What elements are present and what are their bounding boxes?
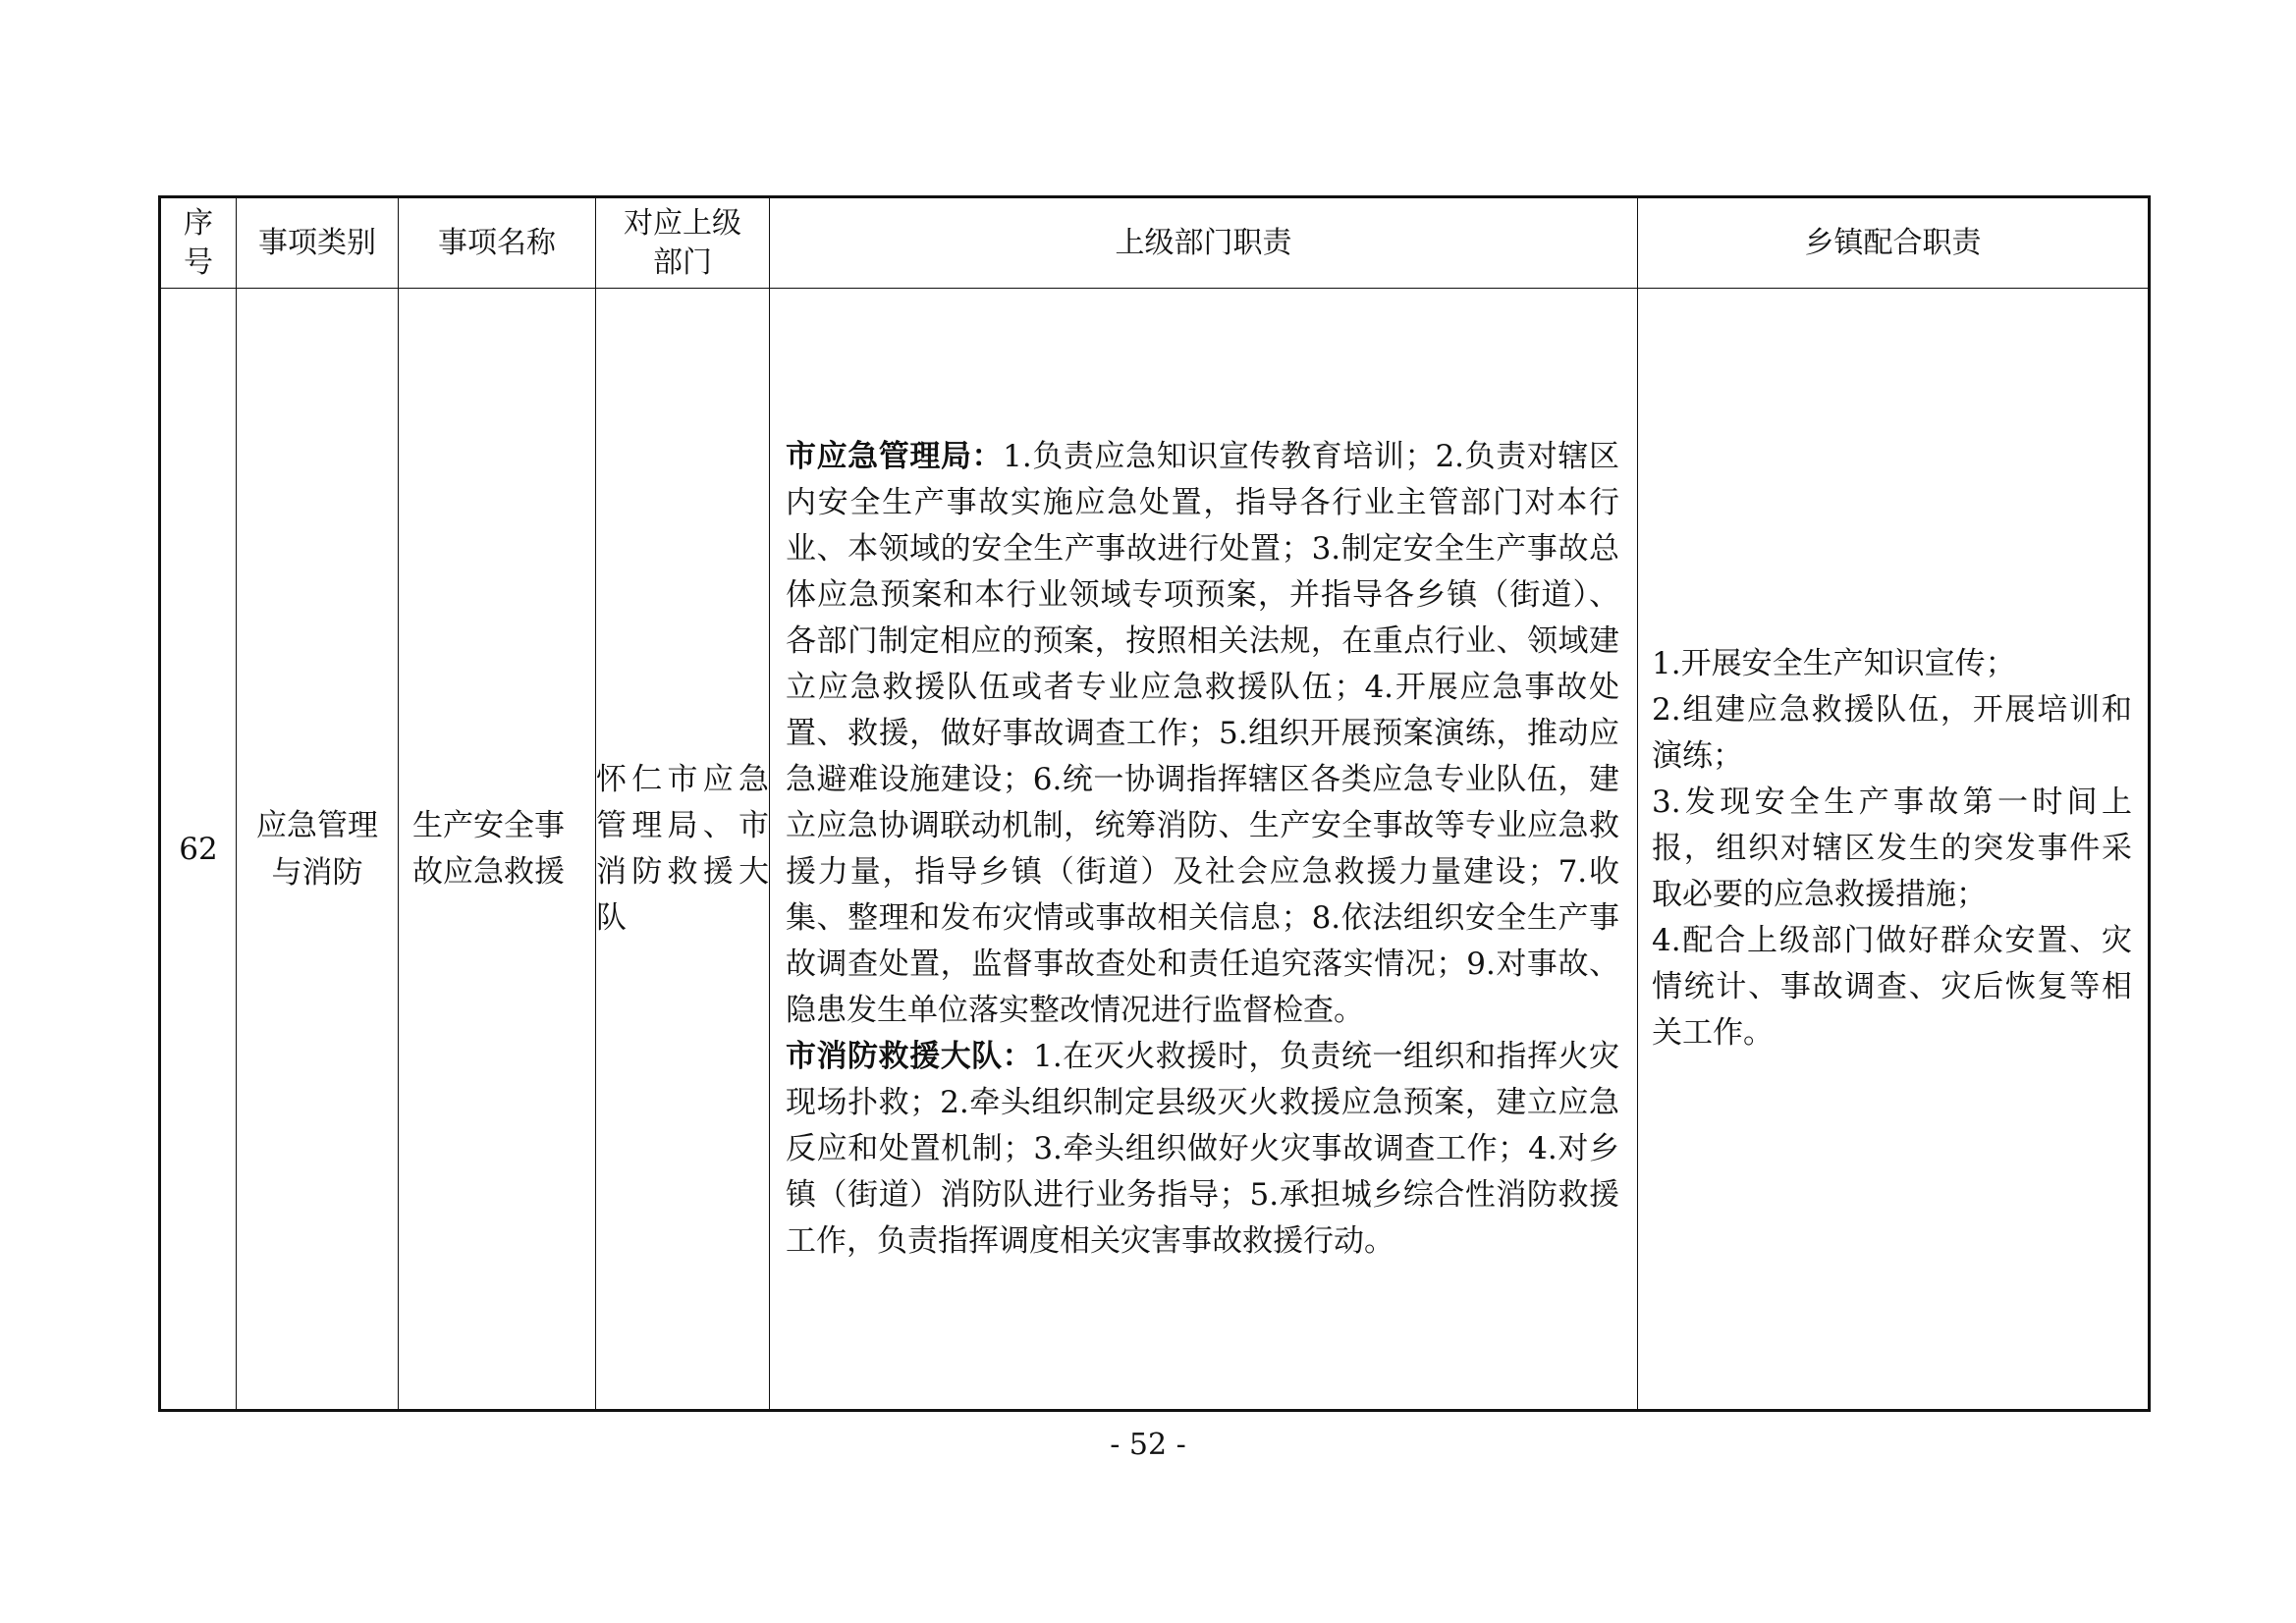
duty-text-emergency: 1.负责应急知识宣传教育培训；2.负责对辖区内安全生产事故实施应急处置，指导各行业主管部门对本行业、本领域的安全生产事故进行处置；3.制定安全生产事故总体应急预案和本行业领域专项预案，并指导各乡镇（街道）、各部门制定相应的预案，按照相关法规，在重点行业、领域建立应急救援队伍或者专业应急救援队伍；4.开展应急事故处置、救援，做好事故调查工作；5.组织开展预案演练，推动应急避难设施建设；6.统一协调指挥辖区各类应急专业队伍，建立应急协调联动机制，统筹消防、生产安全事故等专业应急救援力量，指导乡镇（街道）及社会应急救援力量建设；7.收集、整理和发布灾情或事故相关信息；8.依法组织安全生产事故调查处置，监督事故查处和责任追究落实情况；9.对事故、隐患发生单位落实整改情况进行监督检查。 (786, 438, 1619, 1028)
row-category: 应急管理与消防 (237, 289, 399, 1411)
list-item: 2.组建应急救援队伍，开展培训和演练； (1652, 692, 2132, 774)
list-item: 4.配合上级部门做好群众安置、灾情统计、事故调查、灾后恢复等相关工作。 (1652, 923, 2132, 1051)
township-duty-list (1652, 641, 2132, 1056)
header-township-duty: 乡镇配合职责 (1638, 197, 2150, 289)
list-item: 1.开展安全生产知识宣传； (1652, 646, 2016, 681)
header-name: 事项名称 (399, 197, 596, 289)
duty-paragraph-fire (786, 1034, 1619, 1265)
duty-lead-fire: 市消防救援大队： (786, 1038, 1034, 1074)
duty-text-fire: 1.在灭火救援时，负责统一组织和指挥火灾现场扑救；2.牵头组织制定县级灭火救援应急预案，建立应急反应和处置机制；3.牵头组织做好火灾事故调查工作；4.对乡镇（街道）消防队进行业务指导；5.承担城乡综合性消防救援工作，负责指挥调度相关灾害事故救援行动。 (786, 1038, 1620, 1259)
duty-paragraph-emergency (786, 434, 1619, 1034)
superior-duty-text (786, 434, 1619, 1265)
row-seq: 62 (160, 289, 237, 1411)
header-superior-duty: 上级部门职责 (770, 197, 1638, 289)
duty-table (158, 195, 2151, 1412)
row-superior-duty (770, 289, 1638, 1411)
row-township-duty (1638, 289, 2150, 1411)
row-superior-dept: 怀仁市应急管理局、市消防救援大队 (596, 289, 770, 1411)
row-name: 生产安全事故应急救援 (399, 289, 596, 1411)
header-seq: 序号 (160, 197, 237, 289)
header-superior-dept: 对应上级部门 (596, 197, 770, 289)
table-row (160, 289, 2150, 1411)
list-item: 3.发现安全生产事故第一时间上报，组织对辖区发生的突发事件采取必要的应急救援措施； (1652, 784, 2132, 912)
page-number: - 52 - (1110, 1428, 1186, 1462)
header-category: 事项类别 (237, 197, 399, 289)
duty-lead-emergency: 市应急管理局： (786, 438, 1004, 474)
table-header-row (160, 197, 2150, 289)
